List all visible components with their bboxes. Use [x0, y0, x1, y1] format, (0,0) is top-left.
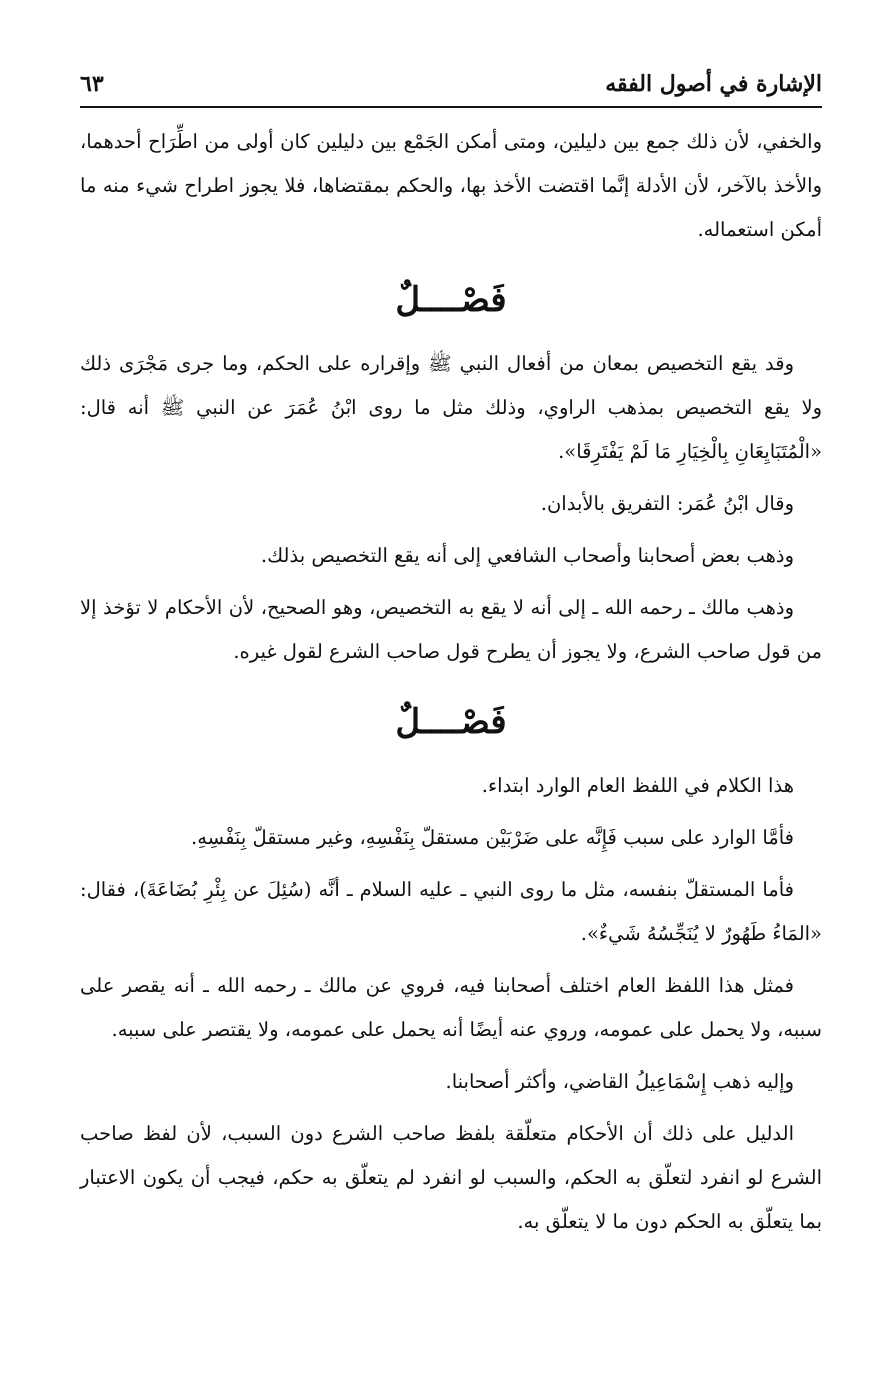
paragraph: وقال ابْنُ عُمَر: التفريق بالأبدان.: [540, 492, 794, 515]
page-header: [80, 62, 822, 108]
paragraph: وقد يقع التخصيص بمعان من أفعال النبي ﷺ وإقراره على الحكم، وما جرى مَجْرَى ذلك ولا يقع التخصيص بمذهب الراوي، وذلك مثل ما روى ابْنُ عُمَرَ عن النبي ﷺ أنه قال: «الْمُتَبَايِعَانِ بِالْخِيَارِ مَا لَمْ يَفْتَرِقَا».: [80, 352, 822, 463]
paragraph: الدليل على ذلك أن الأحكام متعلّقة بلفظ صاحب الشرع دون السبب، لأن لفظ صاحب الشرع لو انفرد لتعلّق به الحكم، والسبب لو انفرد لم يتعلّق به حكم، فيجب أن يكون الاعتبار بما يتعلّق به الحكم دون ما لا يتعلّق به.: [80, 1122, 822, 1233]
paragraph: والخفي، لأن ذلك جمع بين دليلين، ومتى أمكن الجَمْع بين دليلين كان أولى من اطِّرَاح أحدهما، والأخذ بالآخر، لأن الأدلة إنَّما اقتضت الأخذ بها، والحكم بمقتضاها، فلا يجوز اطراح شيء منه ما أمكن استعماله.: [80, 130, 822, 241]
paragraph: فأمَّا الوارد على سبب فَإِنَّه على ضَرْبَيْن مستقلّ بِنَفْسِهِ، وغير مستقلّ بِنَفْسِهِ.: [191, 826, 794, 849]
running-title: الإشارة في أصول الفقه: [605, 71, 822, 97]
page-body: [80, 120, 822, 1252]
section-heading: فَصْــــلٌ: [395, 702, 507, 742]
paragraph: هذا الكلام في اللفظ العام الوارد ابتداء.: [481, 774, 794, 797]
page-number: ٦٣: [80, 71, 104, 97]
paragraph: وذهب مالك ـ رحمه الله ـ إلى أنه لا يقع به التخصيص، وهو الصحيح، لأن الأحكام لا تؤخذ إلا من قول صاحب الشرع، ولا يجوز أن يطرح قول صاحب الشرع لقول غيره.: [80, 596, 822, 663]
paragraph: وذهب بعض أصحابنا وأصحاب الشافعي إلى أنه يقع التخصيص بذلك.: [260, 544, 794, 567]
paragraph: فأما المستقلّ بنفسه، مثل ما روى النبي ـ عليه السلام ـ أنَّه (سُئِلَ عن بِئْرِ بُضَاعَةَ)، فقال: «المَاءُ طَهُورٌ لا يُنَجِّسُهُ شَيءٌ».: [80, 878, 822, 945]
section-heading: فَصْــــلٌ: [395, 280, 507, 320]
paragraph: فمثل هذا اللفظ العام اختلف أصحابنا فيه، فروي عن مالك ـ رحمه الله ـ أنه يقصر على سببه، ولا يحمل على عمومه، وروي عنه أيضًا أنه يحمل على عمومه، ولا يقتصر على سببه.: [80, 974, 822, 1041]
paragraph: وإليه ذهب إِسْمَاعِيلُ القاضي، وأكثر أصحابنا.: [445, 1070, 794, 1093]
